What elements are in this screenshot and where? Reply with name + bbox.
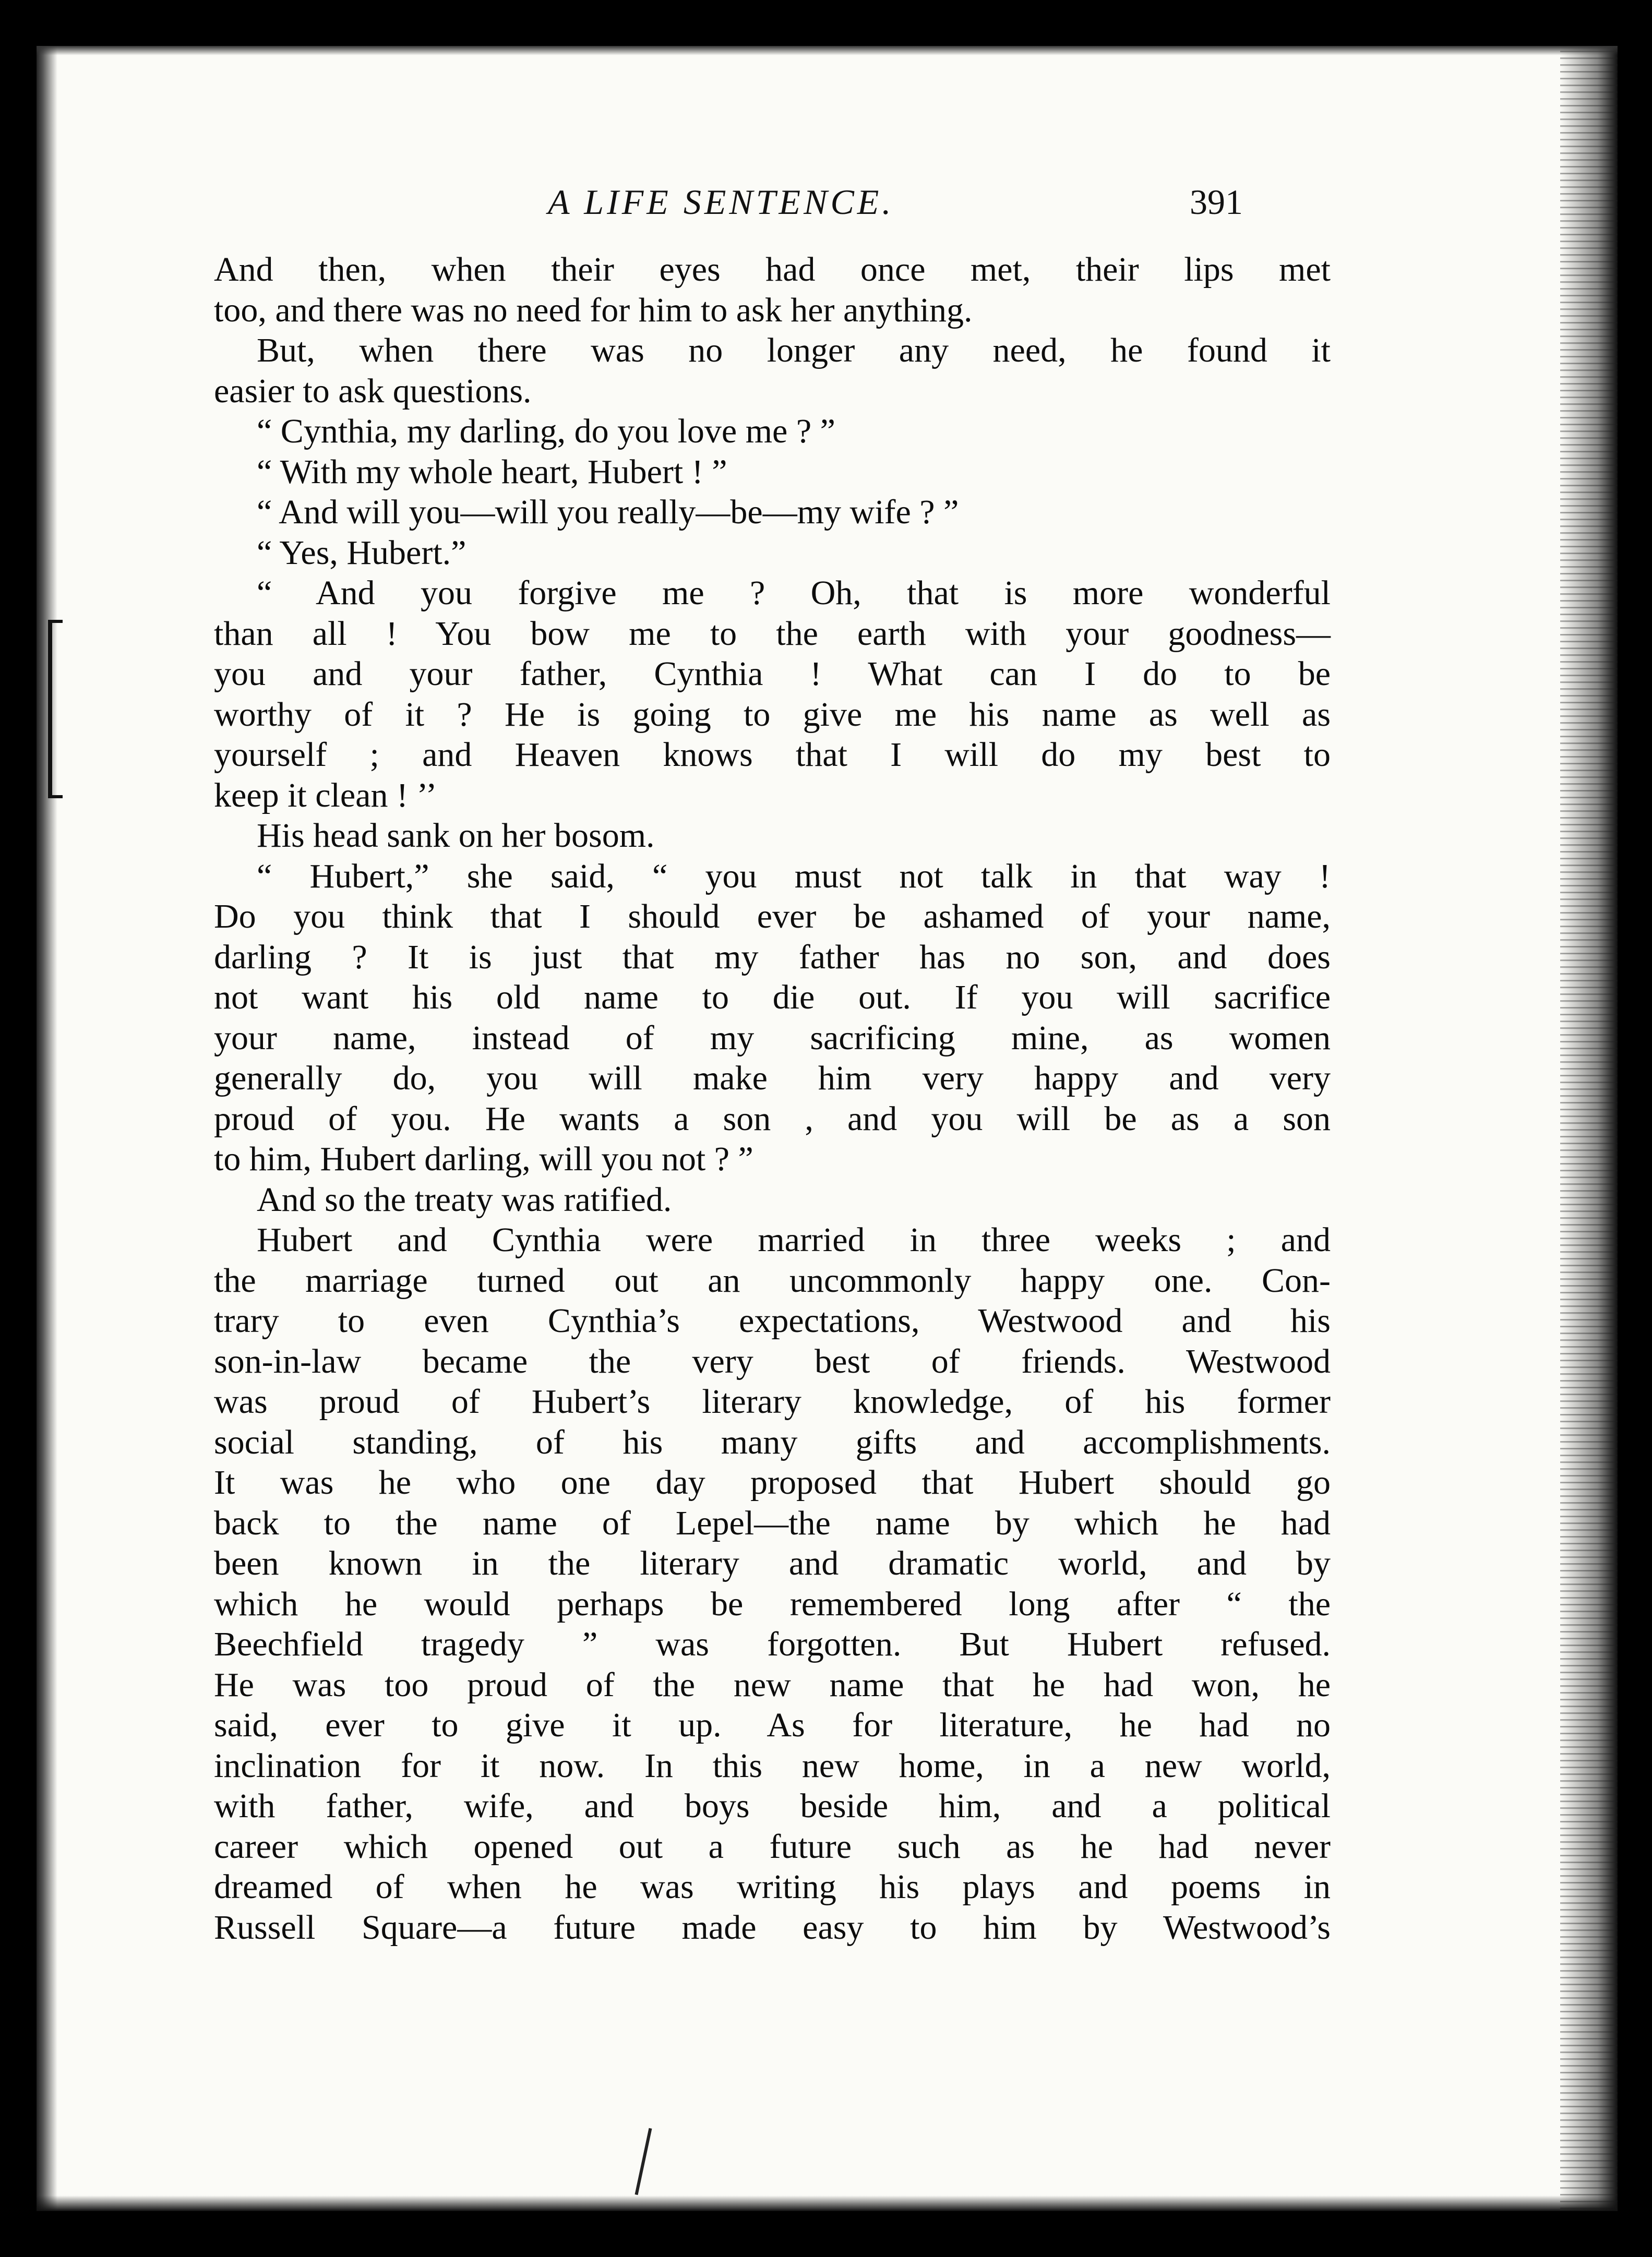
text-line: worthy of it ? He is going to give me his name as well as bbox=[214, 695, 1331, 734]
text-line: He was too proud of the new name that he had won, he bbox=[214, 1665, 1331, 1704]
text-line: son-in-law became the very best of friends. Westwood bbox=[214, 1342, 1331, 1380]
text-line: Hubert and Cynthia were married in three weeks ; and bbox=[257, 1221, 1331, 1259]
page-edge-right bbox=[1560, 46, 1618, 2211]
text-line: social standing, of his many gifts and accomplishments. bbox=[214, 1423, 1331, 1461]
text-line: trary to even Cynthia’s expectations, Westwood and his bbox=[214, 1302, 1331, 1340]
text-line: “ Yes, Hubert.” bbox=[257, 533, 466, 572]
page-edge-bottom bbox=[37, 2195, 1618, 2211]
text-line: generally do, you will make him very happy and very bbox=[214, 1059, 1331, 1097]
text-line: “ Hubert,” she said, “ you must not talk in that way ! bbox=[257, 857, 1331, 895]
text-line: said, ever to give it up. As for literature, he had no bbox=[214, 1706, 1331, 1744]
page-edge-top bbox=[37, 46, 1618, 55]
text-line: your name, instead of my sacrificing mine, as women bbox=[214, 1018, 1331, 1057]
text-line: was proud of Hubert’s literary knowledge, of his former bbox=[214, 1383, 1331, 1421]
page-header bbox=[37, 182, 1388, 229]
text-line: “ Cynthia, my darling, do you love me ? ” bbox=[257, 412, 835, 450]
text-line: Russell Square—a future made easy to him by Westwood’s bbox=[214, 1908, 1331, 1947]
text-line: But, when there was no longer any need, he found it bbox=[257, 331, 1331, 369]
text-line: than all ! You bow me to the earth with your goodness— bbox=[214, 614, 1331, 653]
stray-pen-mark bbox=[635, 2128, 652, 2195]
text-line: with father, wife, and boys beside him, and a political bbox=[214, 1787, 1331, 1825]
text-line: “ And will you—will you really—be—my wife ? ” bbox=[257, 493, 959, 531]
text-line: Do you think that I should ever be ashamed of your name, bbox=[214, 897, 1331, 935]
page-number: 391 bbox=[1190, 182, 1243, 222]
scanned-page bbox=[37, 46, 1618, 2211]
text-line: not want his old name to die out. If you will sacrifice bbox=[214, 978, 1331, 1016]
text-line: And so the treaty was ratified. bbox=[257, 1180, 672, 1219]
running-title: A LIFE SENTENCE. bbox=[548, 182, 894, 222]
text-line: keep it clean ! ’’ bbox=[214, 776, 437, 814]
body-text bbox=[214, 249, 1331, 1948]
text-line: proud of you. He wants a son , and you will be as a son bbox=[214, 1099, 1331, 1138]
text-line: back to the name of Lepel—the name by which he had bbox=[214, 1504, 1331, 1542]
text-line: to him, Hubert darling, will you not ? ” bbox=[214, 1140, 753, 1178]
text-line: dreamed of when he was writing his plays and poems in bbox=[214, 1868, 1331, 1906]
text-line: career which opened out a future such as he had never bbox=[214, 1827, 1331, 1866]
page-edge-left bbox=[37, 46, 57, 2211]
text-line: darling ? It is just that my father has no son, and does bbox=[214, 938, 1331, 976]
text-line: “ With my whole heart, Hubert ! ” bbox=[257, 452, 727, 491]
text-line: which he would perhaps be remembered long after “ the bbox=[214, 1584, 1331, 1623]
text-line: yourself ; and Heaven knows that I will do my best to bbox=[214, 736, 1331, 774]
text-line: Beechfield tragedy ” was forgotten. But Hubert refused. bbox=[214, 1625, 1331, 1663]
text-line: been known in the literary and dramatic world, and by bbox=[214, 1544, 1331, 1582]
text-line: His head sank on her bosom. bbox=[257, 817, 655, 855]
text-line: easier to ask questions. bbox=[214, 371, 532, 410]
text-line: you and your father, Cynthia ! What can I do to be bbox=[214, 655, 1331, 693]
text-line: the marriage turned out an uncommonly happy one. Con- bbox=[214, 1261, 1331, 1300]
text-line: inclination for it now. In this new home, in a new world, bbox=[214, 1746, 1331, 1785]
text-line: And then, when their eyes had once met, their lips met bbox=[214, 250, 1331, 289]
text-line: It was he who one day proposed that Hubert should go bbox=[214, 1463, 1331, 1502]
margin-bracket-mark bbox=[48, 620, 63, 798]
text-line: too, and there was no need for him to ask her anything. bbox=[214, 291, 973, 329]
text-line: “ And you forgive me ? Oh, that is more wonderful bbox=[257, 574, 1331, 612]
